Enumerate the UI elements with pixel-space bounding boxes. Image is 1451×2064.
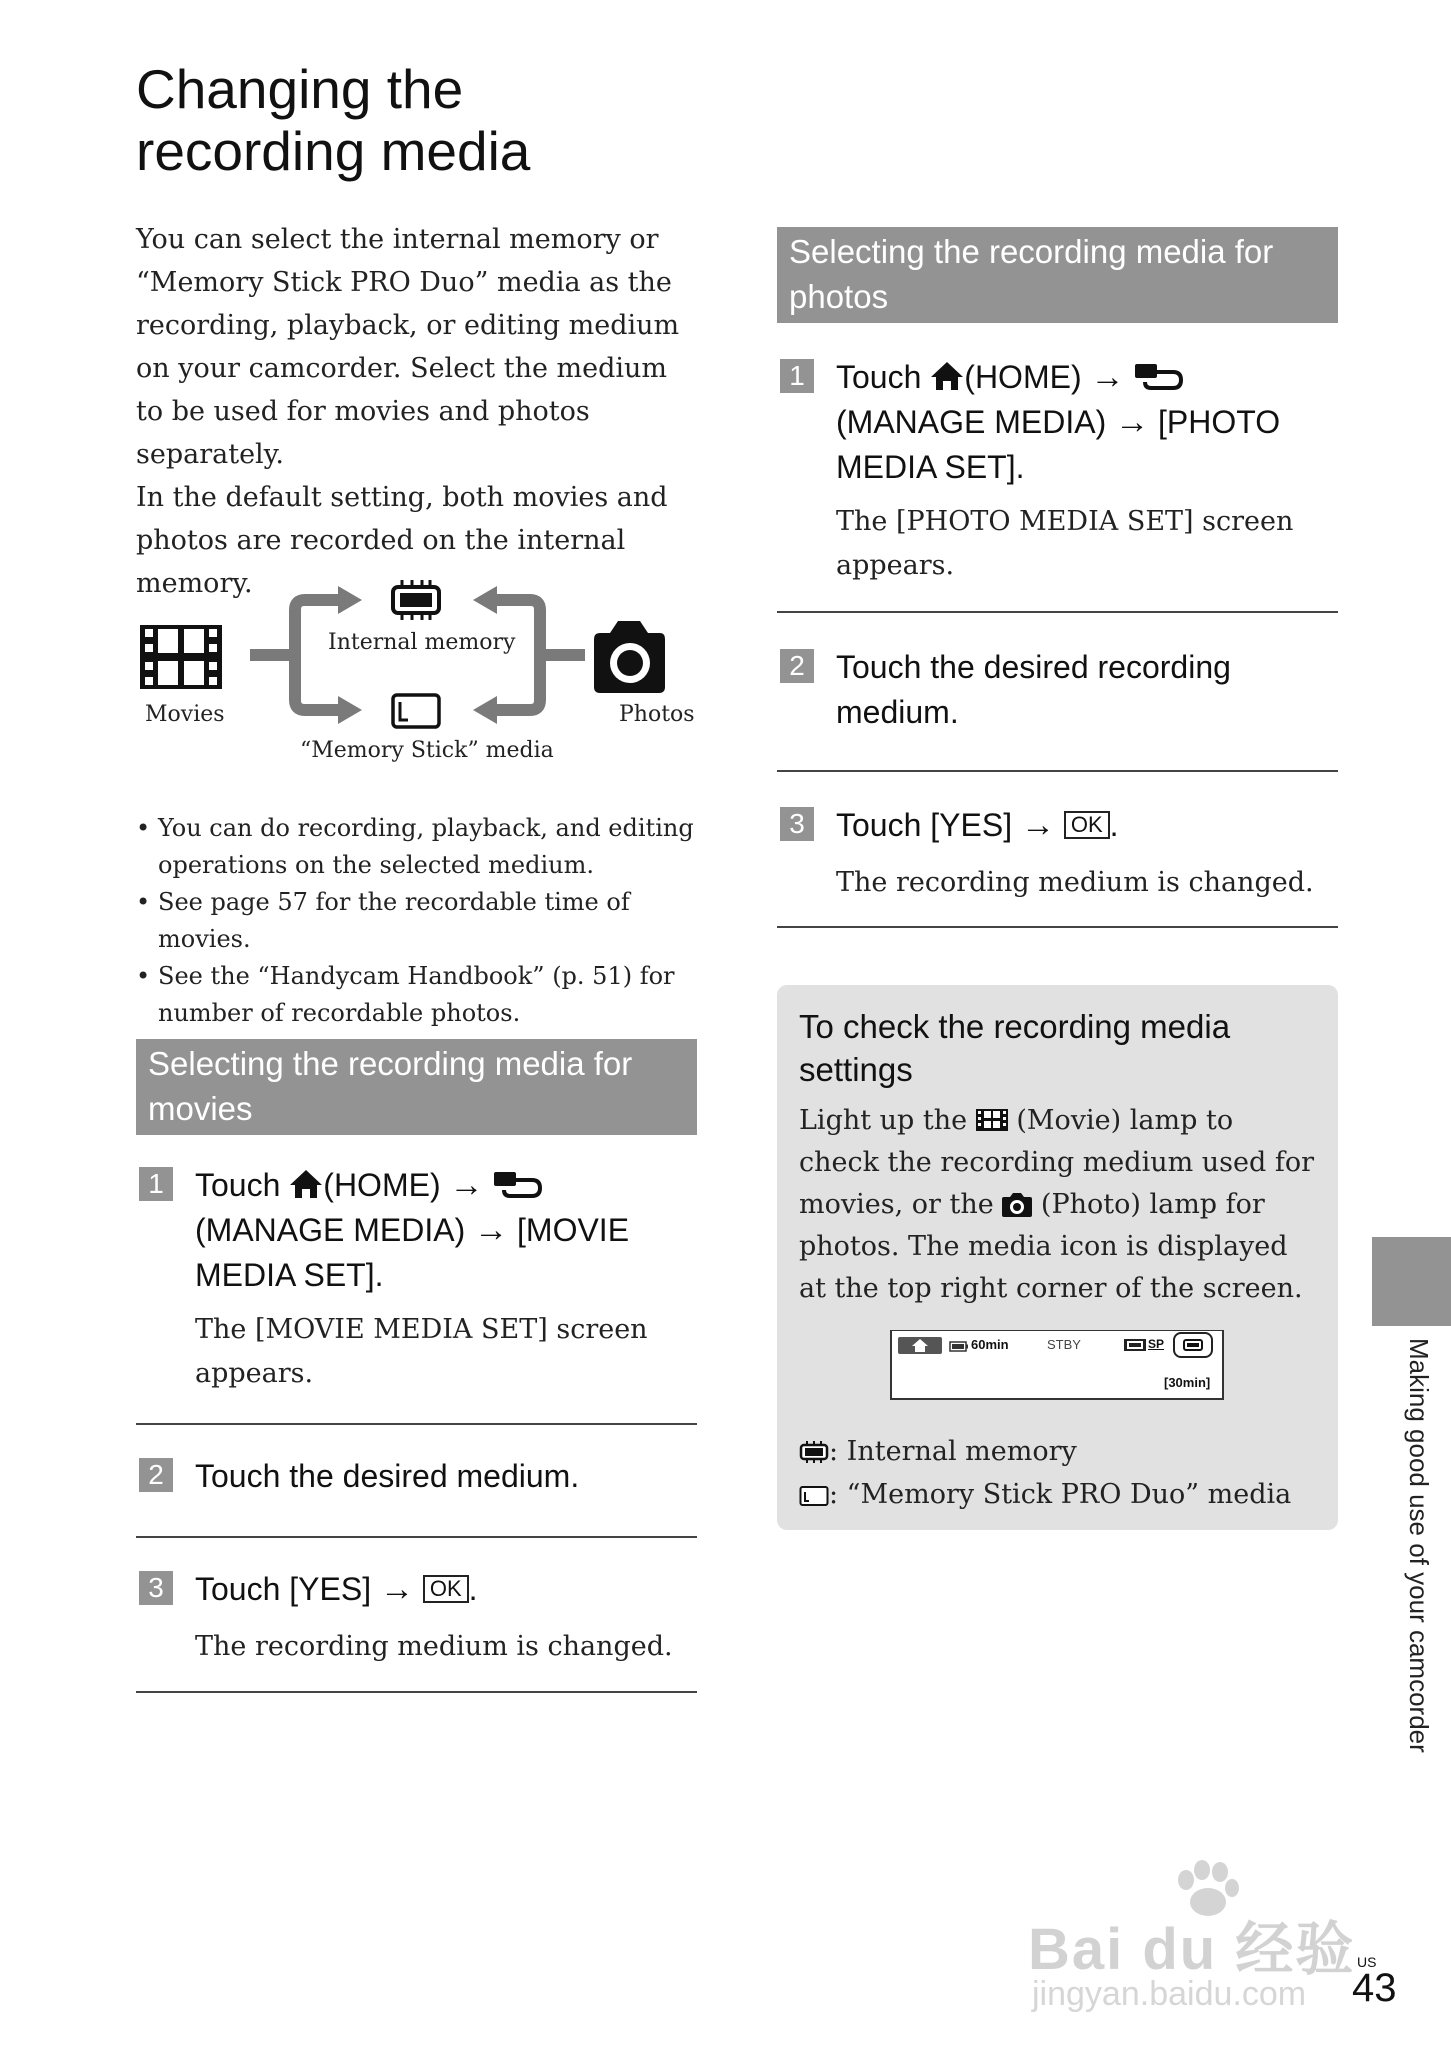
photos-label: Photos: [619, 702, 695, 727]
divider: [136, 1536, 697, 1538]
legend-stick: [799, 1475, 1291, 1515]
home-text: (HOME): [323, 1167, 441, 1203]
home-icon: [898, 1337, 942, 1354]
page-number: 43: [1352, 1966, 1397, 2010]
internal-memory-icon: [393, 580, 439, 620]
movies-label: Movies: [145, 702, 225, 727]
intro-paragraph-2: In the default setting, both movies and photos are recorded on the internal memory.: [136, 482, 668, 599]
target-text-end: MEDIA SET].: [195, 1257, 384, 1293]
step-number: 3: [139, 1571, 173, 1605]
manage-media-icon: [1133, 360, 1183, 392]
info-text-c: (Photo) lamp for photos. The media icon is displayed at the top right corner of the screen.: [799, 1189, 1303, 1304]
period: .: [1109, 807, 1119, 843]
step-description: The [PHOTO MEDIA SET] screen appears.: [836, 506, 1294, 581]
touch-text: Touch: [195, 1167, 281, 1203]
divider: [136, 1423, 697, 1425]
divider: [777, 770, 1338, 772]
lcd-screen-illustration: [890, 1330, 1224, 1400]
step-description: The recording medium is changed.: [836, 867, 1314, 898]
lcd-status: STBY: [1047, 1337, 1081, 1352]
step-title: [836, 803, 1356, 848]
target-text-end: MEDIA SET].: [836, 449, 1025, 485]
photo-icon: [1002, 1193, 1032, 1217]
home-text: (HOME): [964, 359, 1082, 395]
target-text: [MOVIE: [517, 1212, 630, 1248]
note-item: • See page 57 for the recordable time of movies.: [136, 884, 696, 958]
arrow-icon: →: [1020, 806, 1055, 844]
manage-media-text: (MANAGE MEDIA): [195, 1212, 466, 1248]
intro-text: [136, 218, 696, 605]
legend-internal-text: : Internal memory: [829, 1436, 1077, 1467]
manage-media-icon: [492, 1168, 542, 1200]
arrow-icon: →: [379, 1570, 414, 1608]
notes-list: [136, 810, 696, 1032]
lcd-mode: SP: [1148, 1337, 1165, 1351]
memory-stick-label: “Memory Stick” media: [300, 738, 554, 763]
legend-internal: [799, 1432, 1077, 1472]
lcd-home-button: [898, 1337, 942, 1354]
home-icon: [289, 1168, 323, 1200]
step-number: 1: [139, 1167, 173, 1201]
target-text: [PHOTO: [1158, 404, 1281, 440]
step-title: [195, 1163, 715, 1298]
arrow-icon: →: [474, 1211, 509, 1249]
step-description: The recording medium is changed.: [195, 1631, 673, 1662]
arrow-icon: →: [1115, 403, 1150, 441]
arrow-icon: →: [449, 1166, 484, 1204]
divider: [777, 926, 1338, 928]
ok-button-icon: OK: [423, 1575, 469, 1603]
lcd-battery-time: 60min: [971, 1337, 1009, 1352]
watermark-url: jingyan.baidu.com: [1032, 1975, 1307, 2013]
internal-memory-label: Internal memory: [328, 630, 516, 655]
page-region: US: [1357, 1954, 1377, 1970]
step-number: 3: [780, 807, 814, 841]
internal-memory-icon: [1175, 1334, 1211, 1356]
note-item: • You can do recording, playback, and editing operations on the selected medium.: [136, 810, 696, 884]
divider: [777, 611, 1338, 613]
info-text-b: (Movie) lamp to check the recording medium used for movies, or the: [799, 1105, 1315, 1220]
title-line-2: recording media: [136, 120, 531, 182]
info-box-title: To check the recording media settings: [799, 1008, 1231, 1088]
camera-icon: [594, 621, 665, 693]
battery-icon: [949, 1341, 969, 1352]
hd-icon: [1124, 1339, 1146, 1351]
step-description: The [MOVIE MEDIA SET] screen appears.: [195, 1314, 648, 1389]
touch-text: Touch: [836, 359, 922, 395]
photos-section-header: Selecting the recording media for photos: [777, 227, 1338, 323]
step-title: Touch the desired recording medium.: [836, 649, 1231, 730]
note-item: • See the “Handycam Handbook” (p. 51) for number of recordable photos.: [136, 958, 696, 1032]
info-text-a: Light up the: [799, 1105, 968, 1136]
home-icon: [930, 360, 964, 392]
step-number: 2: [139, 1458, 173, 1492]
title-line-1: Changing the: [136, 58, 464, 120]
film-icon: [140, 625, 222, 689]
side-tab: [1372, 1237, 1451, 1326]
step-title: [195, 1567, 715, 1612]
internal-memory-icon: [799, 1440, 829, 1464]
divider: [136, 1691, 697, 1693]
manage-media-text: (MANAGE MEDIA): [836, 404, 1107, 440]
step-title: [836, 355, 1356, 490]
lcd-media-indicator: [1173, 1332, 1213, 1358]
legend-stick-text: : “Memory Stick PRO Duo” media: [829, 1479, 1292, 1510]
movie-icon: [976, 1107, 1008, 1133]
watermark-brand: Bai du 经验: [1028, 1917, 1356, 1982]
step-title-text: Touch [YES]: [195, 1571, 372, 1607]
memory-stick-icon: [799, 1485, 829, 1507]
step-number: 1: [780, 359, 814, 393]
period: .: [468, 1571, 478, 1607]
intro-paragraph-1: You can select the internal memory or “Memory Stick PRO Duo” media as the recording, playback, or editing medium on your camcorder. Select the medium to be used for movies and photos separately.: [136, 224, 680, 470]
step-number: 2: [780, 649, 814, 683]
step-title: Touch the desired medium.: [195, 1458, 580, 1494]
page-title: [136, 58, 756, 182]
side-tab-label: Making good use of your camcorder: [1404, 1338, 1434, 1753]
info-box-body: [799, 1100, 1319, 1310]
memory-stick-icon: [393, 695, 439, 727]
movies-section-header: Selecting the recording media for movies: [136, 1039, 697, 1135]
info-box: [777, 985, 1338, 1530]
arrow-icon: →: [1090, 358, 1125, 396]
step-title-text: Touch [YES]: [836, 807, 1013, 843]
ok-button-icon: OK: [1064, 811, 1110, 839]
media-diagram: [130, 575, 710, 775]
lcd-remaining: [30min]: [1164, 1375, 1211, 1390]
